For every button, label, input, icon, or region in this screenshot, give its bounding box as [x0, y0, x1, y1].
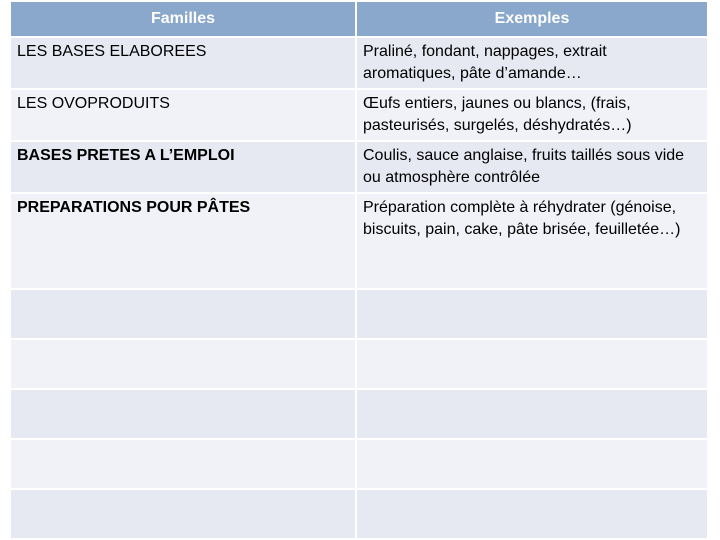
empty-cell [10, 439, 356, 489]
empty-cell [10, 489, 356, 539]
famille-cell: PREPARATIONS POUR PÂTES [10, 193, 356, 289]
empty-cell [356, 489, 707, 539]
empty-cell [10, 339, 356, 389]
exemples-cell [356, 37, 707, 89]
exemples-cell [356, 89, 707, 141]
empty-row [10, 289, 707, 339]
exemples-cell [356, 193, 707, 289]
empty-row [10, 439, 707, 489]
header-exemples: Exemples [356, 2, 707, 37]
empty-row [10, 389, 707, 439]
table-row [10, 193, 707, 289]
empty-cell [10, 389, 356, 439]
empty-cell [356, 289, 707, 339]
families-table [9, 2, 707, 540]
exemples-text: Praliné, fondant, nappages, extrait aromatiques, pâte d’amande… [363, 43, 607, 82]
empty-cell [356, 439, 707, 489]
exemples-text: Œufs entiers, jaunes ou blancs, (frais, pasteurisés, surgelés, déshydratés…) [363, 95, 632, 134]
exemples-cell [356, 141, 707, 193]
empty-row [10, 489, 707, 539]
famille-cell: LES OVOPRODUITS [10, 89, 356, 141]
header-familles: Familles [10, 2, 356, 37]
empty-row [10, 339, 707, 389]
exemples-text: Préparation complète à réhydrater (génoise, biscuits, pain, cake, pâte brisée, feuilletée…) [363, 199, 681, 238]
table-row [10, 37, 707, 89]
table-header-row [10, 2, 707, 37]
empty-cell [356, 389, 707, 439]
families-table-container [9, 2, 707, 540]
table-row [10, 141, 707, 193]
table-row [10, 89, 707, 141]
famille-cell: BASES PRETES A L’EMPLOI [10, 141, 356, 193]
exemples-text: Coulis, sauce anglaise, fruits taillés sous vide ou atmosphère contrôlée [363, 147, 685, 186]
empty-cell [356, 339, 707, 389]
famille-cell: LES BASES ELABOREES [10, 37, 356, 89]
empty-cell [10, 289, 356, 339]
